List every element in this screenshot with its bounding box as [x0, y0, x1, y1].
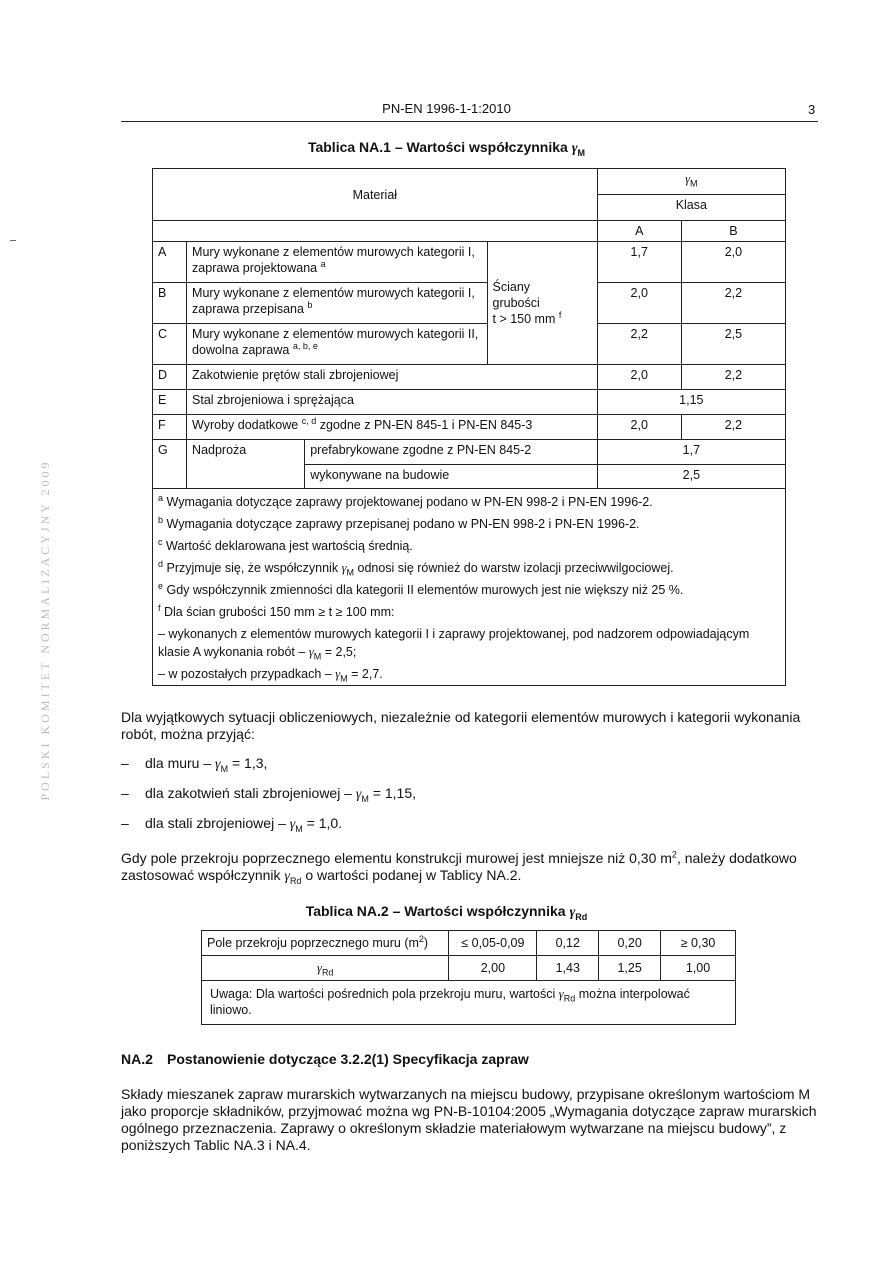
table-row: G Nadproża prefabrykowane zgodne z PN-EN 845-2 1,7	[153, 440, 786, 465]
table2-caption: Tablica NA.2 – Wartości współczynnika $\gamma_{Rd}$	[305, 903, 588, 922]
notes-row	[153, 489, 786, 686]
table-row: B Mury wykonane z elementów murowych kategorii I, zaprawa przepisana $^b$ 2,0 2,2	[153, 283, 786, 324]
table-na1	[152, 168, 786, 686]
table-row: C Mury wykonane z elementów murowych kategorii II, dowolna zaprawa $^{a, b, e}$ 2,2 2,5	[153, 324, 786, 365]
section-heading: NA.2 Postanowienie dotyczące 3.2.2(1) Specyfikacja zapraw	[121, 1051, 529, 1067]
header-rule	[121, 121, 818, 122]
paragraph-mortars: Składy mieszanek zapraw murarskich wytwarzanych na miejscu budowy, przypisane określonym wartościom M jako proporcje składników, przyjmować można wg PN-B-10104:2005 „Wymagania dotyczące zapraw murarskich ogólnego przeznaczenia. Zaprawy o określonym składzie materiałowym wytwarzane na miejscu budowy”, z poniższych Tablic NA.3 i NA.4.	[121, 1086, 817, 1153]
gamma-symbol: γ	[571, 141, 578, 156]
footnote-detail: – w pozostałych przypadkach – $\gamma_M = 2,7$.	[158, 667, 383, 684]
list-item: – dla muru – $\gamma_M = 1,3$,	[121, 755, 268, 774]
blank-cell	[153, 221, 598, 242]
table-row: $\gamma_{Rd}$ 2,00 1,43 1,25 1,00	[202, 956, 736, 981]
table-row: F Wyroby dodatkowe $^{c, d}$ zgodne z PN-EN 845-1 i PN-EN 845-3 2,0 2,2	[153, 415, 786, 440]
table-row: D Zakotwienie prętów stali zbrojeniowej 2,0 2,2	[153, 365, 786, 390]
header-class-b: B	[681, 221, 785, 242]
table-row: A Mury wykonane z elementów murowych kategorii I, zaprawa projektowana $^a$ Ściany grubości t > 150 mm $^f$ 1,7 2,0	[153, 242, 786, 283]
footnote-detail: – wykonanych z elementów murowych kategorii I i zaprawy projektowanej, pod nadzorem odpowiadającym klasie A wykonania robót – $\gamma_M = 2,5$;	[158, 627, 750, 662]
notes-row	[202, 981, 736, 1025]
footnote: $^f$ Dla ścian grubości 150 mm ≥ t ≥ 100 mm:	[158, 602, 395, 619]
paragraph-exceptional: Dla wyjątkowych sytuacji obliczeniowych, niezależnie od kategorii elementów murowych i kategorii wykonania robót, można przyjąć:	[121, 709, 801, 742]
gamma-rd-label: $\gamma_{Rd}$	[202, 956, 449, 981]
list-item: – dla zakotwień stali zbrojeniowej – $\gamma_M = 1,15$,	[121, 785, 417, 804]
table1-notes	[153, 489, 786, 686]
table-row: E Stal zbrojeniowa i sprężająca 1,15	[153, 390, 786, 415]
list-item: – dla stali zbrojeniowej – $\gamma_M = 1,0$.	[121, 815, 343, 834]
gamma-symbol: γ	[569, 905, 576, 920]
document-id: PN-EN 1996-1-1:2010	[382, 101, 511, 116]
area-label: Pole przekroju poprzecznego muru $(m^2)$	[202, 931, 449, 956]
header-material: Materiał	[153, 169, 598, 221]
footnote: $^d$ Przyjmuje się, że współczynnik $\gamma_M$ odnosi się również do warstw izolacji przeciwwilgociowej.	[158, 558, 674, 578]
table-row: Pole przekroju poprzecznego muru $(m^2)$ ≤ 0,05-0,09 0,12 0,20 ≥ 0,30	[202, 931, 736, 956]
table-row: wykonywane na budowie 2,5	[153, 465, 786, 489]
table1-caption: Tablica NA.1 – Wartości współczynnika $\gamma_M$	[307, 139, 586, 158]
footnote: $^e$ Gdy współczynnik zmienności dla kategorii II elementów murowych jest nie większy niż 25 %.	[158, 580, 684, 597]
header-class: Klasa	[597, 195, 785, 221]
footnote: $^c$ Wartość deklarowana jest wartością średnią.	[158, 536, 413, 553]
table2-note: Uwaga: Dla wartości pośrednich pola przekroju muru, wartości $\gamma_{Rd}$ można interpolować liniowo.	[202, 981, 736, 1025]
header-class-a: A	[597, 221, 681, 242]
margin-mark	[10, 240, 16, 241]
walls-cell: Ściany grubości t > 150 mm $^f$	[487, 242, 597, 365]
watermark-text: POLSKI KOMITET NORMALIZACYJNY 2009	[38, 459, 52, 801]
footnote: $^a$ Wymagania dotyczące zaprawy projektowanej podano w PN-EN 998-2 i PN-EN 1996-2.	[158, 492, 653, 509]
table-na2	[201, 930, 736, 1025]
paragraph-cross-section: Gdy pole przekroju poprzecznego elementu konstrukcji murowej jest mniejsze niż 0,30 $m^2$, należy dodatkowo zastosować współczynnik $\gamma_{Rd}$ o wartości podanej w Tablicy NA.2.	[121, 849, 797, 886]
header-gamma: $\gamma_M$	[597, 169, 785, 195]
footnote: $^b$ Wymagania dotyczące zaprawy przepisanej podano w PN-EN 998-2 i PN-EN 1996-2.	[158, 514, 640, 531]
page-number: 3	[808, 102, 816, 117]
